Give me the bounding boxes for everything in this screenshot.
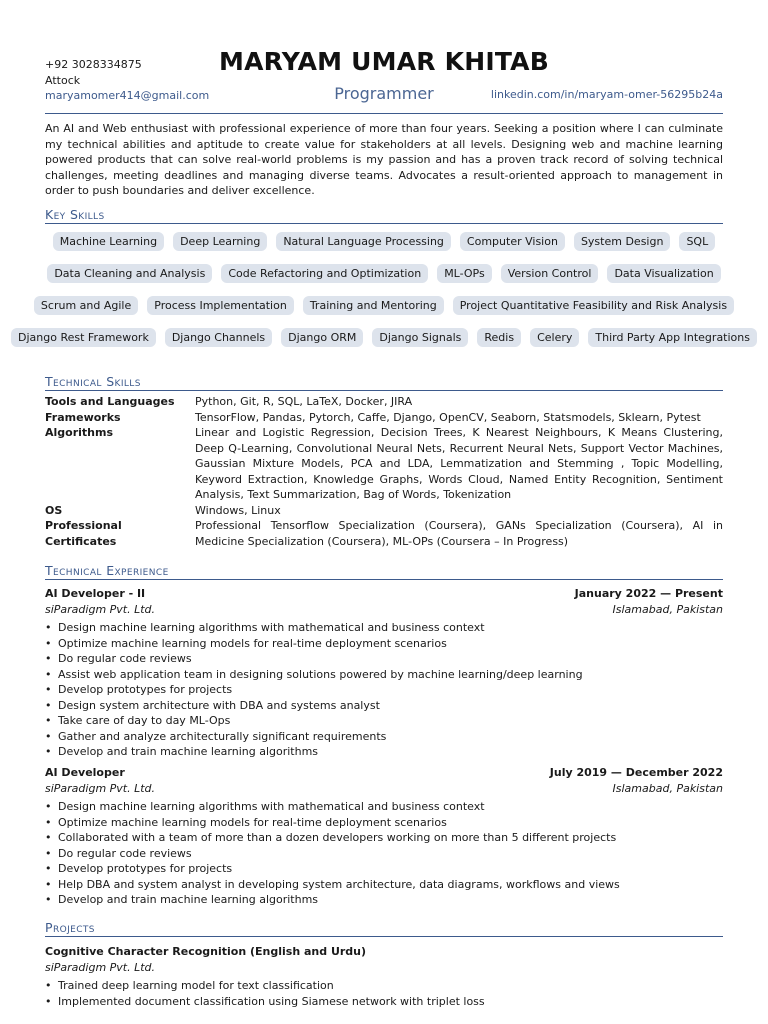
skill-chip: Machine Learning xyxy=(53,232,164,251)
summary-paragraph: An AI and Web enthusiast with professional experience of more than four years. Seeking a position where I can culminate my technical abilities and aptitude to create value for stakeholders at all levels. Designing web and machine learning powered products that can solve real-world problems is my passion and has a proven track record of solving technical challenges, meeting deadlines and managing diverse teams. Advocates a result-oriented approach to management in order to push boundaries and deliver excellence. xyxy=(45,122,723,197)
tech-skill-value: TensorFlow, Pandas, Pytorch, Caffe, Django, OpenCV, Seaborn, Statsmodels, Sklearn, Pytest xyxy=(195,410,701,424)
skills-row xyxy=(40,296,728,315)
email-link[interactable]: maryamomer414@gmail.com xyxy=(45,89,210,102)
list-item: • Optimize machine learning models for real-time deployment scenarios xyxy=(45,815,620,831)
list-item: • Trained deep learning model for text classification xyxy=(45,978,485,994)
projects-heading: Projects xyxy=(45,920,723,937)
skills-row xyxy=(45,232,723,251)
tech-skill-value: Linear and Logistic Regression, Decision Trees, K Nearest Neighbours, K Means Clustering, Deep Q-Learning, Convolutional Neural Nets, Recurrent Neural Nets, Support Vector Machines, Gaussian Mixture Models, PCA and LDA, Lemmatization and Stemming , Topic Modelling, Keyword Extraction, Knowledge Graphs, Words Cloud, Named Entity Recognition, Sentiment Analysis, Text Summarization, Bag of Words, Tokenization xyxy=(195,426,723,501)
linkedin-link[interactable]: linkedin.com/in/maryam-omer-56295b24a xyxy=(490,88,723,101)
tech-skill-key: Algorithms xyxy=(45,426,114,439)
project-title: Cognitive Character Recognition (English and Urdu) xyxy=(45,945,367,958)
skill-chip: Django ORM xyxy=(281,328,363,347)
tech-skill-key: Professional Certificates xyxy=(45,519,122,548)
tech-skill-value: Windows, Linux xyxy=(195,503,281,517)
list-item: • Design machine learning algorithms with mathematical and business context xyxy=(45,620,583,636)
skill-chip: SQL xyxy=(679,232,715,251)
list-item: • Develop and train machine learning algorithms xyxy=(45,744,583,760)
candidate-role: Programmer xyxy=(334,84,434,103)
skill-chip: Django Channels xyxy=(165,328,272,347)
list-item: • Gather and analyze architecturally significant requirements xyxy=(45,729,583,745)
tech-skill-value: Professional Tensorflow Specialization (Coursera), GANs Specialization (Coursera), AI in Medicine Specialization (Coursera), ML-OPs (Coursera – In Progress) xyxy=(195,519,723,548)
skill-chip: Data Cleaning and Analysis xyxy=(47,264,212,283)
list-item: • Design system architecture with DBA and systems analyst xyxy=(45,698,583,714)
job-dates: January 2022 — Present xyxy=(574,587,723,600)
city: Attock xyxy=(45,73,81,87)
key-skills-heading: Key Skills xyxy=(45,207,723,224)
job-bullets xyxy=(45,620,583,760)
project-header xyxy=(45,944,723,975)
list-item: • Develop prototypes for projects xyxy=(45,682,583,698)
candidate-name: MARYAM UMAR KHITAB xyxy=(219,47,549,76)
skill-chip: Scrum and Agile xyxy=(34,296,138,315)
skill-chip: Training and Mentoring xyxy=(303,296,444,315)
list-item: • Take care of day to day ML-Ops xyxy=(45,713,583,729)
skill-chip: Third Party App Integrations xyxy=(588,328,757,347)
list-item: • Implemented document classification using Siamese network with triplet loss xyxy=(45,994,485,1010)
resume-page xyxy=(18,0,750,1024)
job-bullets xyxy=(45,799,620,908)
list-item: • Do regular code reviews xyxy=(45,846,620,862)
list-item: • Collaborated with a team of more than a dozen developers working on more than 5 different projects xyxy=(45,830,620,846)
resume-header xyxy=(45,0,723,112)
job-dates: July 2019 — December 2022 xyxy=(549,766,723,779)
skill-chip: Project Quantitative Feasibility and Risk Analysis xyxy=(453,296,734,315)
skill-chip: Version Control xyxy=(501,264,599,283)
skill-chip: Celery xyxy=(530,328,579,347)
skill-chip: System Design xyxy=(574,232,671,251)
phone-number: +92 3028334875 xyxy=(45,58,142,71)
list-item: • Design machine learning algorithms with mathematical and business context xyxy=(45,799,620,815)
tech-skill-row xyxy=(45,394,723,410)
skill-chip: Process Implementation xyxy=(147,296,294,315)
job-location: Islamabad, Pakistan xyxy=(612,602,723,616)
project-company: siParadigm Pvt. Ltd. xyxy=(45,960,156,974)
list-item: • Develop prototypes for projects xyxy=(45,861,620,877)
skill-chip: Data Visualization xyxy=(607,264,720,283)
technical-skills-heading: Technical Skills xyxy=(45,374,723,391)
tech-skill-key: OS xyxy=(45,503,63,517)
skill-chip: Django Signals xyxy=(372,328,468,347)
skill-chip: Redis xyxy=(477,328,521,347)
skill-chip: Natural Language Processing xyxy=(276,232,451,251)
list-item: • Help DBA and system analyst in developing system architecture, data diagrams, workflows and views xyxy=(45,877,620,893)
skill-chip: ML-OPs xyxy=(437,264,492,283)
tech-skill-row xyxy=(45,410,723,426)
tech-skill-row xyxy=(45,503,723,519)
job-location: Islamabad, Pakistan xyxy=(612,781,723,795)
skills-row xyxy=(45,264,723,283)
technical-skills-table xyxy=(45,394,723,549)
tech-skill-row xyxy=(45,425,723,503)
project-bullets xyxy=(45,978,485,1009)
header-divider xyxy=(45,113,723,114)
list-item: • Do regular code reviews xyxy=(45,651,583,667)
list-item: • Develop and train machine learning algorithms xyxy=(45,892,620,908)
job-company: siParadigm Pvt. Ltd. xyxy=(45,602,156,616)
job-header xyxy=(45,765,723,796)
tech-skill-key: Tools and Languages xyxy=(45,395,175,408)
skills-row xyxy=(18,328,750,347)
job-header xyxy=(45,586,723,617)
job-title: AI Developer - II xyxy=(45,587,146,600)
skill-chip: Django Rest Framework xyxy=(11,328,156,347)
tech-skill-row xyxy=(45,518,723,549)
list-item: • Assist web application team in designing solutions powered by machine learning/deep learning xyxy=(45,667,583,683)
skill-chip: Computer Vision xyxy=(460,232,565,251)
list-item: • Optimize machine learning models for real-time deployment scenarios xyxy=(45,636,583,652)
tech-skill-key: Frameworks xyxy=(45,410,121,424)
tech-skill-value: Python, Git, R, SQL, LaTeX, Docker, JIRA xyxy=(195,395,413,408)
job-company: siParadigm Pvt. Ltd. xyxy=(45,781,156,795)
experience-heading: Technical Experience xyxy=(45,563,723,580)
job-title: AI Developer xyxy=(45,766,125,779)
skill-chip: Deep Learning xyxy=(173,232,267,251)
skill-chip: Code Refactoring and Optimization xyxy=(221,264,428,283)
